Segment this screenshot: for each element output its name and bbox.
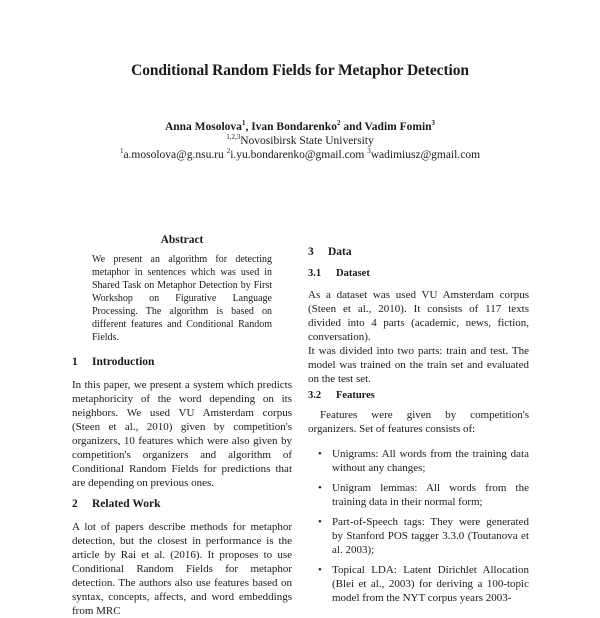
subsection-title: Dataset xyxy=(336,268,370,279)
author-conjunction: and xyxy=(340,121,365,133)
email-superscript: 3 xyxy=(367,147,371,155)
subsection-title: Features xyxy=(336,390,375,401)
list-item-text: Unigram lemmas: All words from the training data in their normal form; xyxy=(332,482,529,508)
email-list xyxy=(0,149,600,161)
dataset-paragraph xyxy=(308,288,529,386)
related-work-paragraph: A lot of papers describe methods for metaphor detection, but the closest in performance is the article by Rai et al. (2016). It proposes to use Conditional Random Fields for metaphor detection. The authors also use features based on syntax, concepts, affects, and word embeddings from MRC xyxy=(72,521,292,617)
list-item xyxy=(318,515,529,557)
section-number: 3 xyxy=(308,246,314,258)
bullet-icon: • xyxy=(318,564,322,576)
subsection-heading-features xyxy=(308,390,529,401)
bullet-icon: • xyxy=(318,448,322,460)
section-heading-data xyxy=(308,246,529,258)
author-name: Anna Mosolova xyxy=(164,121,242,133)
email-superscript: 1 xyxy=(119,147,124,155)
subsection-heading-dataset xyxy=(308,268,529,279)
section-number: 2 xyxy=(72,498,78,510)
paper-title: Conditional Random Fields for Metaphor Detection xyxy=(131,62,469,79)
email-superscript: 2 xyxy=(226,147,231,155)
author-superscript: 3 xyxy=(431,119,436,127)
author-superscript: 1 xyxy=(241,119,246,127)
affiliation xyxy=(0,135,600,147)
section-title: Data xyxy=(328,246,352,258)
dataset-paragraph-1: As a dataset was used VU Amsterdam corpus (Steen et al., 2010). It consists of 117 texts divided into 4 parts (academic, news, fiction, conversation). xyxy=(308,289,529,343)
features-intro-paragraph: Features were given by competition's organizers. Set of features consists of: xyxy=(308,409,529,435)
bullet-icon: • xyxy=(318,482,322,494)
author-name: Ivan Bondarenko xyxy=(251,121,337,133)
section-heading-related-work xyxy=(72,498,292,510)
email-address: a.mosolova@g.nsu.ru xyxy=(123,149,224,161)
affiliation-superscript: 1,2,3 xyxy=(226,133,241,141)
affiliation-name: Novosibirsk State University xyxy=(240,135,374,147)
author-list: Anna Mosolova$^1$, Ivan Bondarenko$^2$ and Vadim Fomin$^3$ xyxy=(164,119,436,133)
bullet-icon: • xyxy=(318,516,322,528)
section-number: 1 xyxy=(72,356,78,368)
list-item-text: Part-of-Speech tags: They were generated by Stanford POS tagger 3.3.0 (Toutanova et al. 2003); xyxy=(332,516,529,556)
section-heading-introduction xyxy=(72,356,292,368)
list-item xyxy=(318,563,529,605)
list-item xyxy=(318,447,529,475)
author-superscript: 2 xyxy=(336,119,341,127)
list-item-text: Topical LDA: Latent Dirichlet Allocation (Blei et al., 2003) for deriving a 100-topic model from the NYT corpus years 2003- xyxy=(332,564,529,604)
author-name: Vadim Fomin xyxy=(364,121,432,133)
section-title: Related Work xyxy=(92,498,161,510)
email-address: i.yu.bondarenko@gmail.com xyxy=(230,149,365,161)
section-title: Introduction xyxy=(92,356,155,368)
list-item-text: Unigrams: All words from the training data without any changes; xyxy=(332,448,529,474)
subsection-number: 3.1 xyxy=(308,268,322,279)
dataset-paragraph-2: It was divided into two parts: train and test. The model was trained on the train set and evaluated on the test set. xyxy=(308,345,529,385)
list-item xyxy=(318,481,529,509)
features-list xyxy=(318,447,529,611)
email-address: wadimiusz@gmail.com xyxy=(370,149,481,161)
subsection-number: 3.2 xyxy=(308,390,322,401)
abstract-text: We present an algorithm for detecting metaphor in sentences which was used in Shared Task on Metaphor Detection by First Workshop on Figurative Language Processing. The algorithm is based on different features and Conditional Random Fields. xyxy=(92,254,272,343)
abstract-heading: Abstract xyxy=(160,234,204,246)
introduction-paragraph: In this paper, we present a system which predicts metaphoricity of the word depending on its neighbors. We used VU Amsterdam corpus (Steen et al., 2010) given by competition's organizers, 10 features which were also given by competition's organizers and algorithm of Conditional Random Fields for predictions that are depending on previous ones. xyxy=(72,379,292,489)
